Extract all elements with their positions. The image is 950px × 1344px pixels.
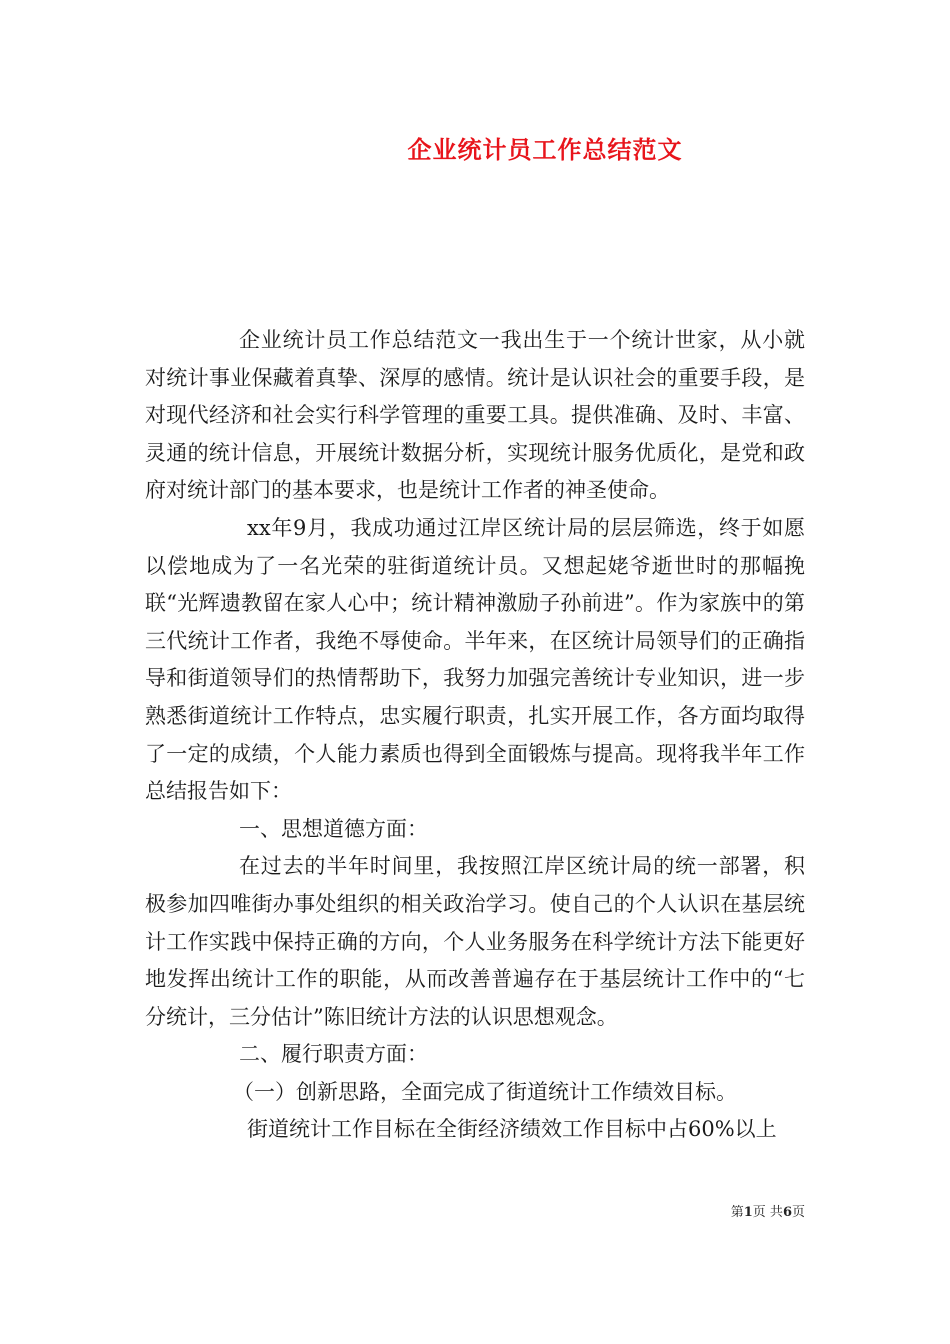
section-heading-ideology: 一、思想道德方面： — [239, 816, 428, 841]
footer-current-page: 1 — [743, 1205, 753, 1220]
page-number-footer — [731, 1204, 805, 1222]
footer-middle: 页 共 — [752, 1205, 783, 1220]
footer-prefix: 第 — [730, 1205, 744, 1220]
document-title: 企业统计员工作总结范文 — [407, 135, 683, 164]
subsection-heading-innovation: （一）创新思路，全面完成了街道统计工作绩效目标。 — [233, 1079, 737, 1104]
document-body — [145, 322, 805, 1149]
footer-suffix: 页 — [791, 1205, 805, 1220]
paragraph-targets: 街道统计工作目标在全街经济绩效工作目标中占60%以上 — [247, 1117, 777, 1142]
paragraph-intro: 企业统计员工作总结范文一我出生于一个统计世家，从小就对统计事业保藏着真挚、深厚的感情。统计是认识社会的重要手段，是对现代经济和社会实行科学管理的重要工具。提供准确、及时、丰富、灵通的统计信息，开展统计数据分析，实现统计服务优质化，是党和政府对统计部门的基本要求，也是统计工作者的神圣使命。 — [145, 328, 805, 503]
paragraph-ideology: 在过去的半年时间里，我按照江岸区统计局的统一部署，积极参加四唯街办事处组织的相关政治学习。使自己的个人认识在基层统计工作实践中保持正确的方向，个人业务服务在科学统计方法下能更好地发挥出统计工作的职能，从而改善普遍存在于基层统计工作中的“七分统计，三分估计”陈旧统计方法的认识思想观念。 — [145, 854, 805, 1029]
footer-total-pages: 6 — [782, 1205, 792, 1220]
section-heading-duties: 二、履行职责方面： — [239, 1042, 428, 1067]
paragraph-appointment: xx年9月，我成功通过江岸区统计局的层层筛选，终于如愿以偿地成为了一名光荣的驻街道统计员。又想起姥爷逝世时的那幅挽联“光辉遗教留在家人心中；统计精神激励子孙前进”。作为家族中的第三代统计工作者，我绝不辱使命。半年来，在区统计局领导们的正确指导和街道领导们的热情帮助下，我努力加强完善统计专业知识，进一步熟悉街道统计工作特点，忠实履行职责，扎实开展工作，各方面均取得了一定的成绩，个人能力素质也得到全面锻炼与提高。现将我半年工作总结报告如下： — [145, 515, 805, 804]
